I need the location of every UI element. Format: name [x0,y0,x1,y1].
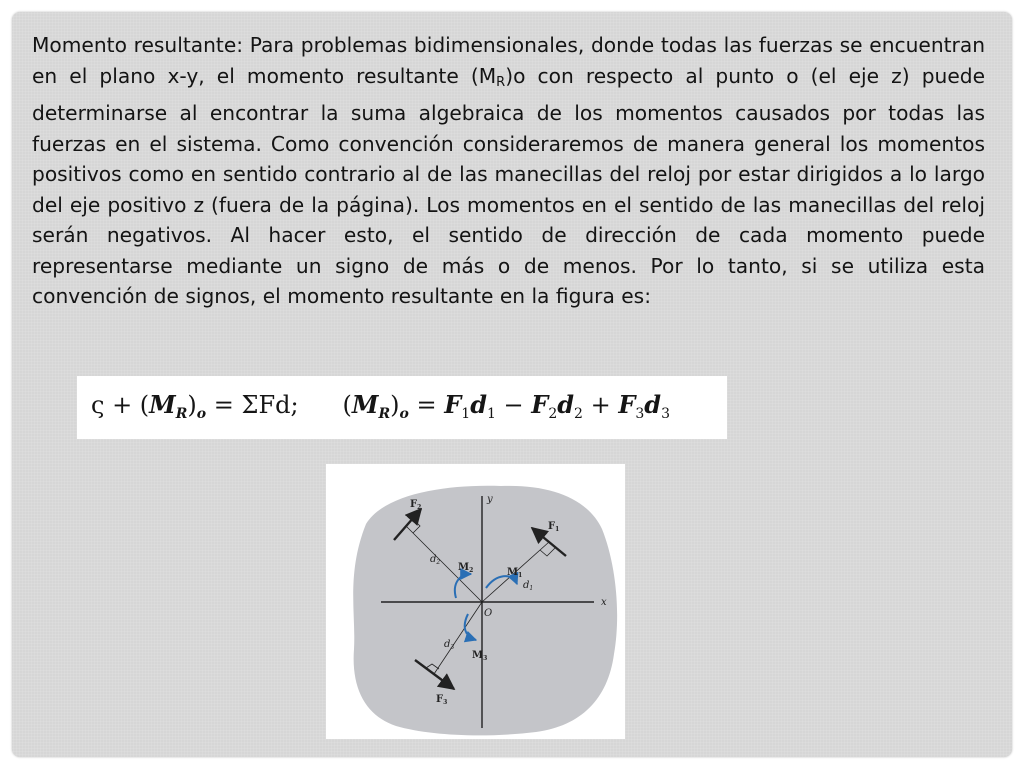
moment-diagram [326,464,625,739]
m3-label: $M_3$ [472,650,488,662]
body-paragraph: Momento resultante: Para problemas bidimensionales, donde todas las fuerzas se encuentran en el plano x-y, el momento resultante $(M_R)o$ con respecto al punto o (el eje z) puede determinarse al encontrar la suma algebraica de los momentos causados por todas las fuerzas en el sistema. Como convención consideraremos de manera general los momentos positivos como en sentido contrario al de las manecillas del reloj por estar dirigidos a lo largo del eje positivo z (fuera de la página). Los momentos en el sentido de las manecillas del reloj serán negativos. Al hacer esto, el sentido de dirección de cada momento puede representarse mediante un signo de más o de menos. Por lo tanto, si se utiliza esta convención de signos, el momento resultante en la figura es: [32,33,985,308]
slide [12,12,1012,757]
equation-right: $(M_R)_o = F_1d_1 - F_2d_2 + F_3d_3$ [342,390,670,422]
f1-label: $F_1$ [548,521,560,533]
y-axis-label: y [487,494,493,505]
d1-label: $d_1$ [523,580,534,592]
m1-label: $M_1$ [507,567,523,579]
equation-image [77,376,727,439]
origin-label: O [484,608,493,619]
d3-label: $d_3$ [444,639,455,651]
f3-label: $F_3$ [436,694,448,706]
f2-label: $F_2$ [410,499,422,511]
moment-figure [326,464,625,739]
equation-left: $\varsigma + (M_R)_o = \Sigma Fd$; [91,390,299,422]
d2-label: $d_2$ [430,554,441,566]
m2-label: $M_2$ [458,562,474,574]
x-axis-label: x [601,597,607,608]
resultant-moment-equation [91,390,670,422]
